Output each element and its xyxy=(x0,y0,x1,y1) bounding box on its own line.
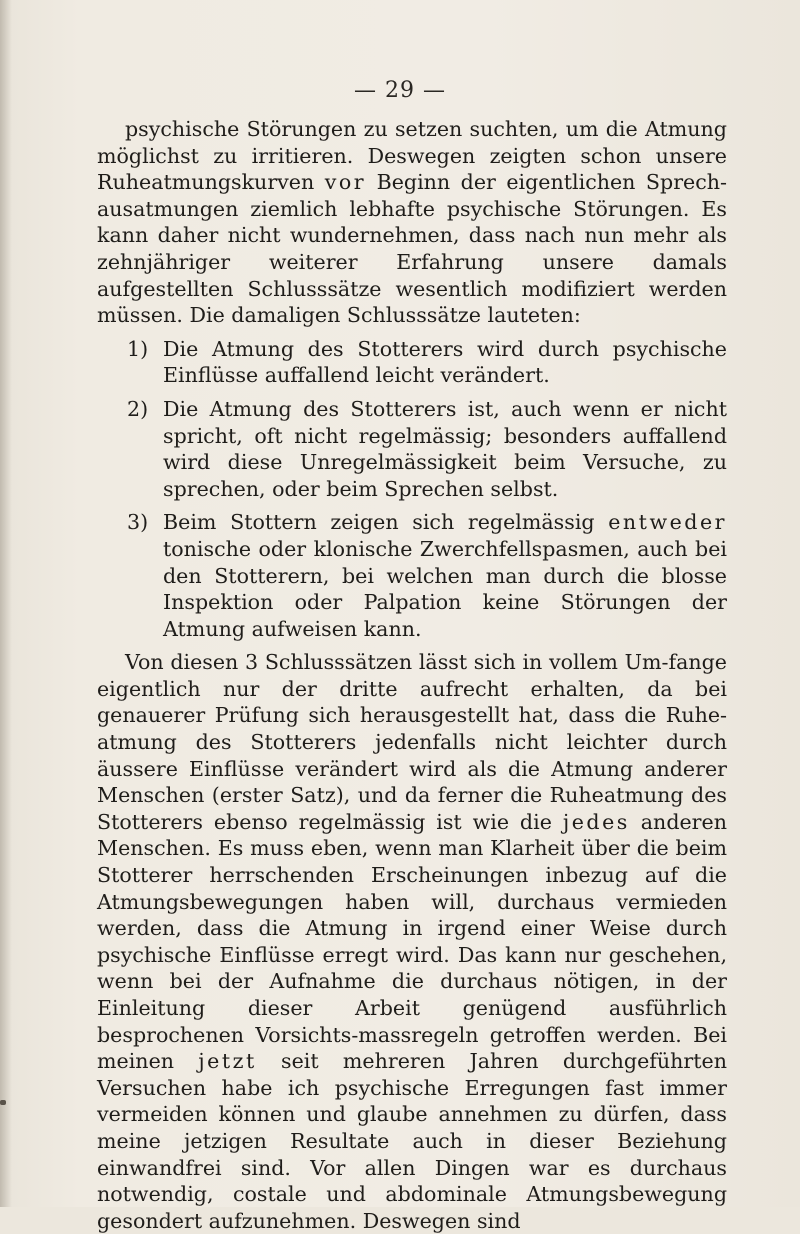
list-item-text-b: tonische oder klonische Zwerchfellspasmen, auch bei den Stotterern, bei welchen man durch die blosse Inspektion oder Palpation keine Störungen der Atmung aufweisen kann. xyxy=(163,536,727,641)
page-number: — 29 — xyxy=(354,78,446,103)
intro-text-a: psychische Störungen zu setzen suchten, um die Atmung möglichst zu irritieren. Deswegen zeigten schon unsere Ruheatmungskurven xyxy=(97,117,727,195)
main-paragraph xyxy=(97,649,727,1234)
list-item-2 xyxy=(97,396,727,502)
list-item-number: 1) xyxy=(127,336,149,361)
emphasis-jetzt: jetzt xyxy=(198,1049,257,1074)
intro-text-b: Beginn der eigentlichen Sprech-ausatmungen ziemlich lebhafte psychische Störungen. Es kann daher nicht wundernehmen, dass nach nun mehr als zehnjähriger weiterer Erfahrung unsere damals aufgestellten Schlusssätze wesentlich modifiziert werden müssen. Die damaligen Schlusssätze lauteten: xyxy=(97,170,727,328)
emphasis-entweder: entweder xyxy=(608,510,727,535)
body-text-b: anderen Menschen. Es muss eben, wenn man Klarheit über die beim Stotterer herrschenden Erscheinungen inbezug auf die Atmungsbewegungen haben will, durchaus vermieden werden, dass die Atmung in irgend einer Weise durch psychische Einflüsse erregt wird. Das kann nur geschehen, wenn bei der Aufnahme die durchaus nötigen, in der Einleitung dieser Arbeit genügend ausführlich besprochenen Vorsichts-massregeln getroffen werden. Bei meinen xyxy=(97,809,727,1074)
emphasis-jedes: jedes xyxy=(562,809,630,834)
list-item-number: 2) xyxy=(127,396,149,421)
scan-mark xyxy=(0,1100,6,1105)
intro-paragraph xyxy=(97,116,727,329)
list-item-3 xyxy=(97,509,727,642)
body-text xyxy=(97,116,727,1234)
page-edge-shadow xyxy=(0,0,12,1207)
body-text-c: seit mehreren Jahren durchgeführten Versuchen habe ich psychische Erregungen fast immer vermeiden können und glaube annehmen zu dürfen, dass meine jetzigen Resultate auch in dieser Beziehung einwandfrei sind. Vor allen Dingen war es durchaus notwendig, costale und abdominale Atmungsbewegung gesondert aufzunehmen. Deswegen sind xyxy=(97,1049,727,1233)
body-text-a: Von diesen 3 Schlusssätzen lässt sich in vollem Um-fange eigentlich nur der dritte aufrecht erhalten, da bei genauerer Prüfung sich herausgestellt hat, dass die Ruhe-atmung des Stotterers jedenfalls nicht leichter durch äussere Einflüsse verändert wird als die Atmung anderer Menschen (erster Satz), und da ferner die Ruheatmung des Stotterers ebenso regelmässig ist wie die xyxy=(97,650,727,834)
list-item-1 xyxy=(97,336,727,389)
list-item-number: 3) xyxy=(127,510,149,535)
list-item-text: Die Atmung des Stotterers ist, auch wenn er nicht spricht, oft nicht regelmässig; besonders auffallend wird diese Unregelmässigkeit beim Versuche, zu sprechen, oder beim Sprechen selbst. xyxy=(163,396,727,501)
list-item-text: Die Atmung des Stotterers wird durch psychische Einflüsse auffallend leicht verändert. xyxy=(163,336,727,388)
emphasis-vor: vor xyxy=(324,170,367,195)
list-item-text-a: Beim Stottern zeigen sich regelmässig xyxy=(163,510,609,535)
